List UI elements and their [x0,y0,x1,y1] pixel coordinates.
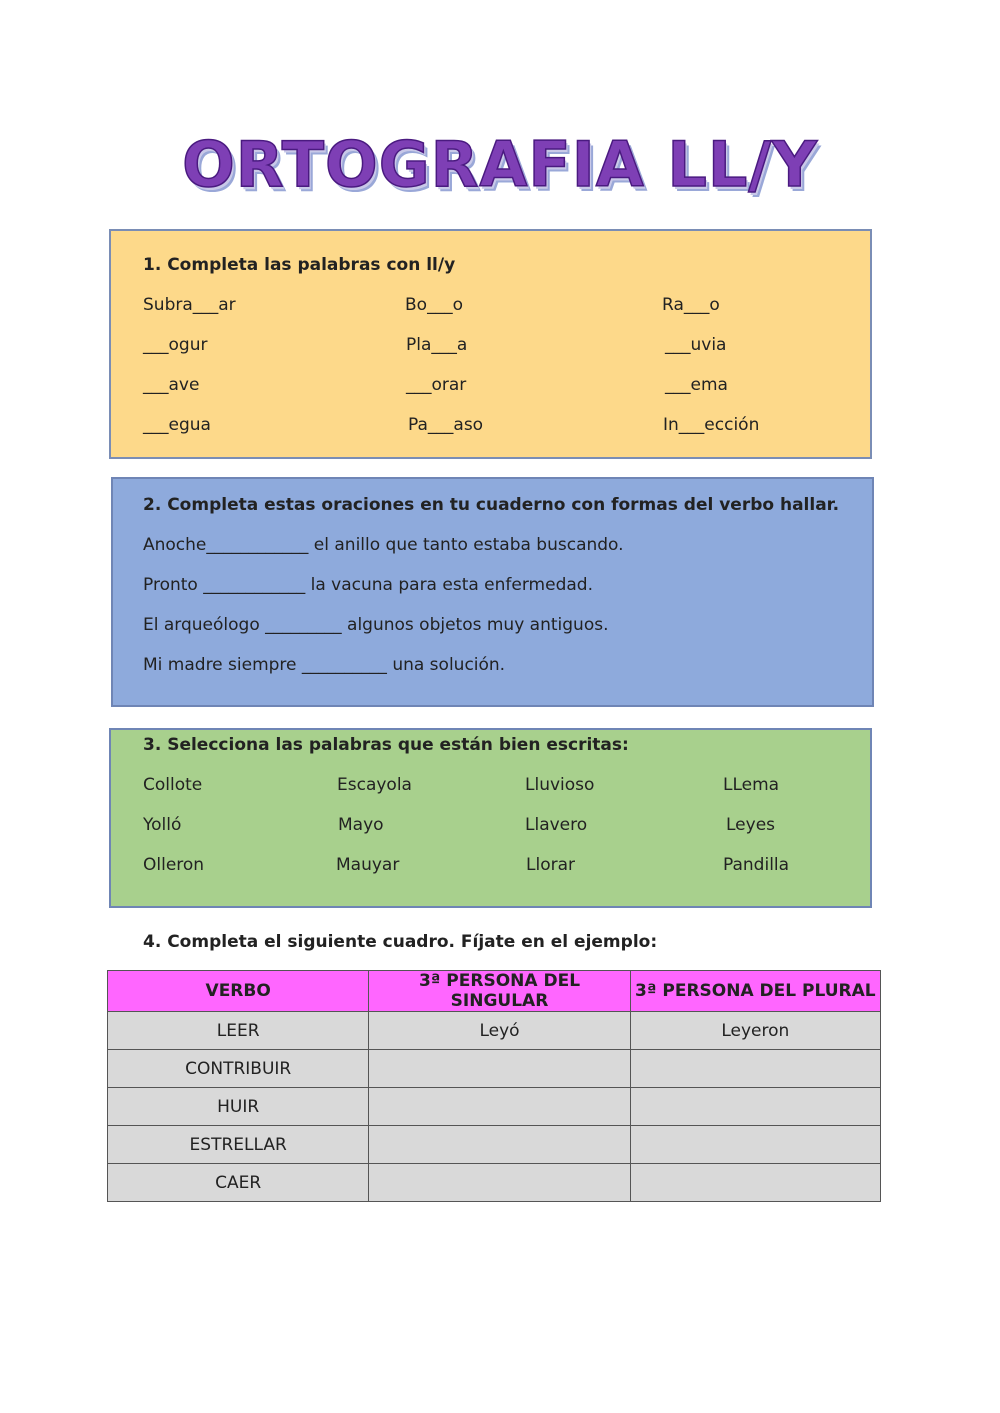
selectable-word[interactable]: Pandilla [723,855,790,875]
plural-cell[interactable]: Leyeron [630,1012,880,1050]
verb-cell: CONTRIBUIR [108,1050,369,1088]
singular-cell[interactable] [369,1088,630,1126]
plural-cell[interactable] [630,1164,880,1202]
word-item[interactable]: In___ección [663,415,760,435]
sentence-item[interactable]: Mi madre siempre __________ una solución. [143,655,506,675]
word-item[interactable]: ___ogur [143,335,208,355]
exercise-2-heading: 2. Completa estas oraciones en tu cuaderno con formas del verbo hallar. [143,495,840,515]
selectable-word[interactable]: Leyes [726,815,776,835]
selectable-word[interactable]: Mauyar [336,855,400,875]
word-item[interactable]: Bo___o [405,295,463,315]
word-item[interactable]: ___ave [143,375,200,395]
word-item[interactable]: Pla___a [406,335,468,355]
selectable-word[interactable]: Mayo [338,815,384,835]
selectable-word[interactable]: Olleron [143,855,205,875]
word-item[interactable]: ___ema [665,375,728,395]
sentence-item[interactable]: Pronto ____________ la vacuna para esta enfermedad. [143,575,593,595]
sentence-item[interactable]: El arqueólogo _________ algunos objetos muy antiguos. [143,615,609,635]
selectable-word[interactable]: LLema [723,775,780,795]
column-header-verb: VERBO [108,971,369,1012]
selectable-word[interactable]: Llavero [525,815,588,835]
word-item[interactable]: Subra___ar [143,295,236,315]
exercise-4-heading: 4. Completa el siguiente cuadro. Fíjate en el ejemplo: [143,932,658,952]
singular-cell[interactable] [369,1126,630,1164]
column-header-singular: 3ª PERSONA DEL SINGULAR [369,971,630,1012]
selectable-word[interactable]: Escayola [337,775,412,795]
exercise-3-heading: 3. Selecciona las palabras que están bien escritas: [143,735,629,755]
plural-cell[interactable] [630,1126,880,1164]
selectable-word[interactable]: Lluvioso [525,775,595,795]
selectable-word[interactable]: Collote [143,775,203,795]
verb-cell: HUIR [108,1088,369,1126]
word-item[interactable]: ___uvia [665,335,727,355]
exercise-1-heading: 1. Completa las palabras con ll/y [143,255,456,275]
table-row [108,1088,881,1126]
column-header-plural: 3ª PERSONA DEL PLURAL [630,971,880,1012]
singular-cell[interactable] [369,1050,630,1088]
verb-cell: ESTRELLAR [108,1126,369,1164]
page-title: ORTOGRAFIA LL/Y [182,128,818,201]
verb-cell: CAER [108,1164,369,1202]
table-row [108,1126,881,1164]
table-row [108,1050,881,1088]
selectable-word[interactable]: Llorar [526,855,575,875]
verb-table [107,970,881,1202]
singular-cell[interactable]: Leyó [369,1012,630,1050]
table-row [108,1164,881,1202]
singular-cell[interactable] [369,1164,630,1202]
sentence-item[interactable]: Anoche____________ el anillo que tanto estaba buscando. [143,535,624,555]
selectable-word[interactable]: Yolló [143,815,182,835]
plural-cell[interactable] [630,1088,880,1126]
verb-cell: LEER [108,1012,369,1050]
word-item[interactable]: ___egua [143,415,211,435]
word-item[interactable]: Ra___o [662,295,720,315]
word-item[interactable]: Pa___aso [408,415,484,435]
table-header-row [108,971,881,1012]
plural-cell[interactable] [630,1050,880,1088]
table-row [108,1012,881,1050]
word-item[interactable]: ___orar [406,375,467,395]
